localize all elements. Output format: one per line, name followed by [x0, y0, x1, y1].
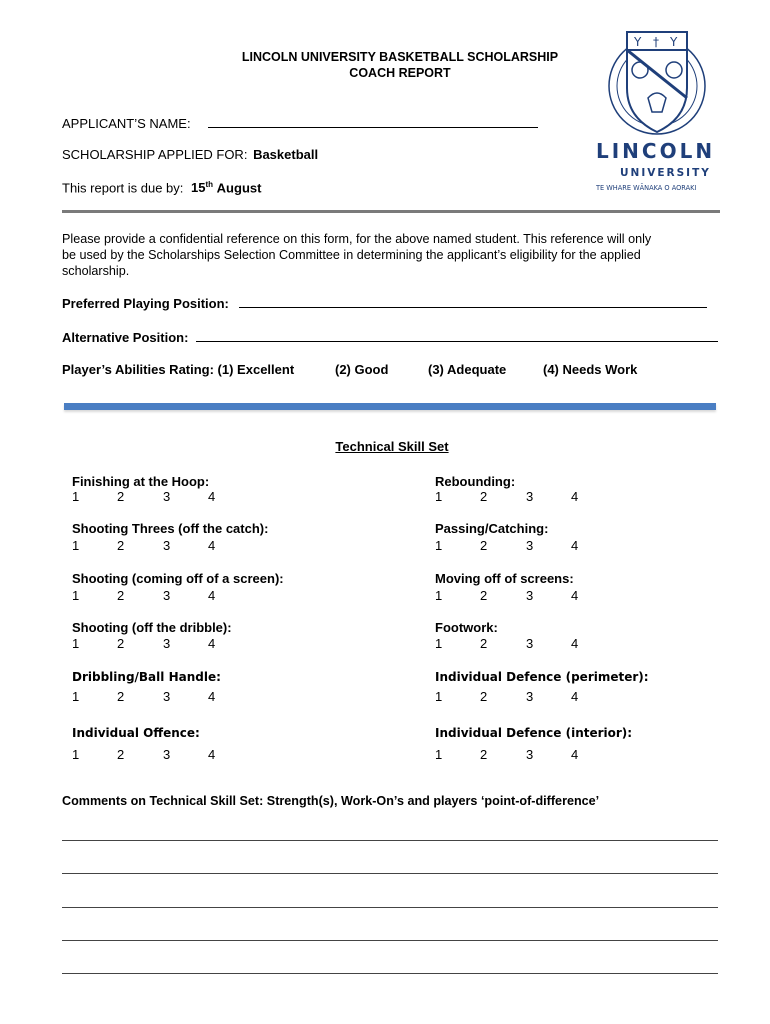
skill-label: Individual Offence: [72, 726, 200, 740]
rating-option[interactable]: 4 [208, 538, 216, 553]
rating-option[interactable]: 3 [526, 588, 534, 603]
rating-option[interactable]: 3 [526, 636, 534, 651]
rating-scale [72, 747, 232, 763]
comment-line-1[interactable] [62, 840, 718, 841]
rating-option[interactable]: 2 [480, 489, 488, 504]
rating-option[interactable]: 1 [435, 747, 443, 762]
rating-option[interactable]: 4 [571, 689, 579, 704]
rating-option[interactable]: 4 [208, 489, 216, 504]
rating-option[interactable]: 4 [571, 747, 579, 762]
rating-option[interactable]: 2 [117, 636, 125, 651]
rating-option[interactable]: 4 [208, 588, 216, 603]
rating-scale [72, 538, 232, 554]
rating-option[interactable]: 2 [117, 538, 125, 553]
rating-scale [435, 588, 595, 604]
rating-scale [435, 747, 595, 763]
rating-option[interactable]: 3 [163, 689, 171, 704]
preferred-position-label: Preferred Playing Position: [62, 296, 229, 311]
rating-scale [435, 489, 595, 505]
rating-option[interactable]: 2 [480, 588, 488, 603]
svg-text:TE WHARE WĀNAKA O AORAKI: TE WHARE WĀNAKA O AORAKI [596, 184, 697, 192]
due-day: 15 [191, 180, 206, 196]
alternative-position-row [62, 330, 718, 345]
intro-line3: scholarship. [62, 264, 130, 278]
rating-option[interactable]: 3 [163, 489, 171, 504]
comment-line-3[interactable] [62, 907, 718, 908]
rating-option[interactable]: 3 [526, 489, 534, 504]
form-title-line2: COACH REPORT [349, 66, 451, 80]
rating-option[interactable]: 1 [435, 588, 443, 603]
due-month: August [216, 180, 262, 196]
form-title-line1: LINCOLN UNIVERSITY BASKETBALL SCHOLARSHIP [241, 50, 559, 64]
comment-line-2[interactable] [62, 873, 718, 874]
rating-scale [72, 588, 232, 604]
rating-scale [72, 689, 232, 705]
rating-option[interactable]: 2 [117, 689, 125, 704]
rating-option[interactable]: 3 [526, 747, 534, 762]
rating-option[interactable]: 3 [526, 538, 534, 553]
svg-text:LINCOLN: LINCOLN [596, 140, 716, 163]
svg-text:Y: Y [670, 35, 678, 49]
rating-option[interactable]: 1 [435, 489, 443, 504]
rating-excellent: Player’s Abilities Rating: (1) Excellent [62, 362, 295, 377]
rating-scale [435, 689, 595, 705]
applicant-name-label: APPLICANT’S NAME: [62, 116, 191, 131]
university-logo [596, 28, 726, 198]
svg-text:Y: Y [634, 35, 642, 49]
rating-option[interactable]: 2 [117, 747, 125, 762]
rating-option[interactable]: 3 [526, 689, 534, 704]
rating-option[interactable]: 1 [72, 588, 80, 603]
rating-option[interactable]: 1 [72, 747, 80, 762]
alternative-position-label: Alternative Position: [62, 330, 189, 345]
rating-scale [435, 636, 595, 652]
comment-line-5[interactable] [62, 973, 718, 974]
rating-scale [72, 489, 232, 505]
rating-option[interactable]: 4 [208, 689, 216, 704]
section-divider-bar [64, 403, 716, 410]
applicant-name-row [62, 116, 538, 131]
rating-option[interactable]: 2 [480, 636, 488, 651]
rating-needs-work: (4) Needs Work [543, 362, 638, 377]
rating-option[interactable]: 4 [571, 538, 579, 553]
comments-label: Comments on Technical Skill Set: Strength(s), Work-On’s and players ‘point-of-difference’ [62, 794, 600, 808]
section-title: Technical Skill Set [335, 439, 449, 454]
rating-adequate: (3) Adequate [428, 362, 507, 377]
rating-option[interactable]: 4 [208, 747, 216, 762]
skill-label: Moving off of screens: [435, 571, 574, 586]
rating-option[interactable]: 2 [480, 538, 488, 553]
rating-option[interactable]: 4 [571, 489, 579, 504]
rating-good: (2) Good [335, 362, 389, 377]
due-date-row [62, 180, 261, 195]
intro-line1: Please provide a confidential reference on this form, for the above named student. This reference will only [62, 232, 652, 246]
skill-label: Rebounding: [435, 474, 516, 489]
rating-option[interactable]: 2 [480, 689, 488, 704]
scholarship-label: SCHOLARSHIP APPLIED FOR: [62, 147, 248, 162]
rating-option[interactable]: 3 [163, 538, 171, 553]
skill-label: Passing/Catching: [435, 521, 549, 536]
rating-option[interactable]: 1 [435, 636, 443, 651]
skill-label: Finishing at the Hoop: [72, 474, 210, 489]
scholarship-value: Basketball [253, 147, 319, 162]
skill-label: Dribbling/Ball Handle: [72, 670, 221, 684]
skill-label: Individual Defence (perimeter): [435, 670, 649, 684]
due-suffix: th [205, 180, 214, 189]
skill-label: Individual Defence (interior): [435, 726, 633, 740]
applicant-name-field[interactable] [208, 127, 538, 128]
rating-option[interactable]: 1 [72, 689, 80, 704]
wordmark [596, 140, 726, 198]
preferred-position-row [62, 296, 707, 311]
rating-option[interactable]: 4 [208, 636, 216, 651]
rating-option[interactable]: 4 [571, 588, 579, 603]
svg-text:†: † [653, 35, 659, 49]
rating-option[interactable]: 1 [435, 538, 443, 553]
rating-scale [72, 636, 232, 652]
rating-option[interactable]: 2 [117, 588, 125, 603]
skill-label: Shooting Threes (off the catch): [72, 521, 269, 536]
rating-scale [435, 538, 595, 554]
rating-option[interactable]: 1 [72, 538, 80, 553]
alternative-position-field[interactable] [196, 341, 718, 342]
crest-icon [596, 28, 726, 140]
rating-option[interactable]: 4 [571, 636, 579, 651]
rating-option[interactable]: 1 [435, 689, 443, 704]
comment-line-4[interactable] [62, 940, 718, 941]
header-divider [62, 210, 720, 213]
skill-label: Footwork: [435, 620, 498, 635]
rating-option[interactable]: 2 [480, 747, 488, 762]
scholarship-row [62, 147, 318, 162]
rating-option[interactable]: 3 [163, 588, 171, 603]
preferred-position-field[interactable] [239, 307, 707, 308]
svg-text:UNIVERSITY: UNIVERSITY [620, 167, 711, 179]
intro-line2: be used by the Scholarships Selection Committee in determining the applicant’s eligibility for the applied [62, 248, 641, 262]
rating-option[interactable]: 2 [117, 489, 125, 504]
rating-option[interactable]: 1 [72, 636, 80, 651]
skill-label: Shooting (off the dribble): [72, 620, 232, 635]
rating-option[interactable]: 1 [72, 489, 80, 504]
rating-option[interactable]: 3 [163, 636, 171, 651]
rating-option[interactable]: 3 [163, 747, 171, 762]
due-label: This report is due by: [62, 180, 184, 196]
skill-label: Shooting (coming off of a screen): [72, 571, 284, 586]
